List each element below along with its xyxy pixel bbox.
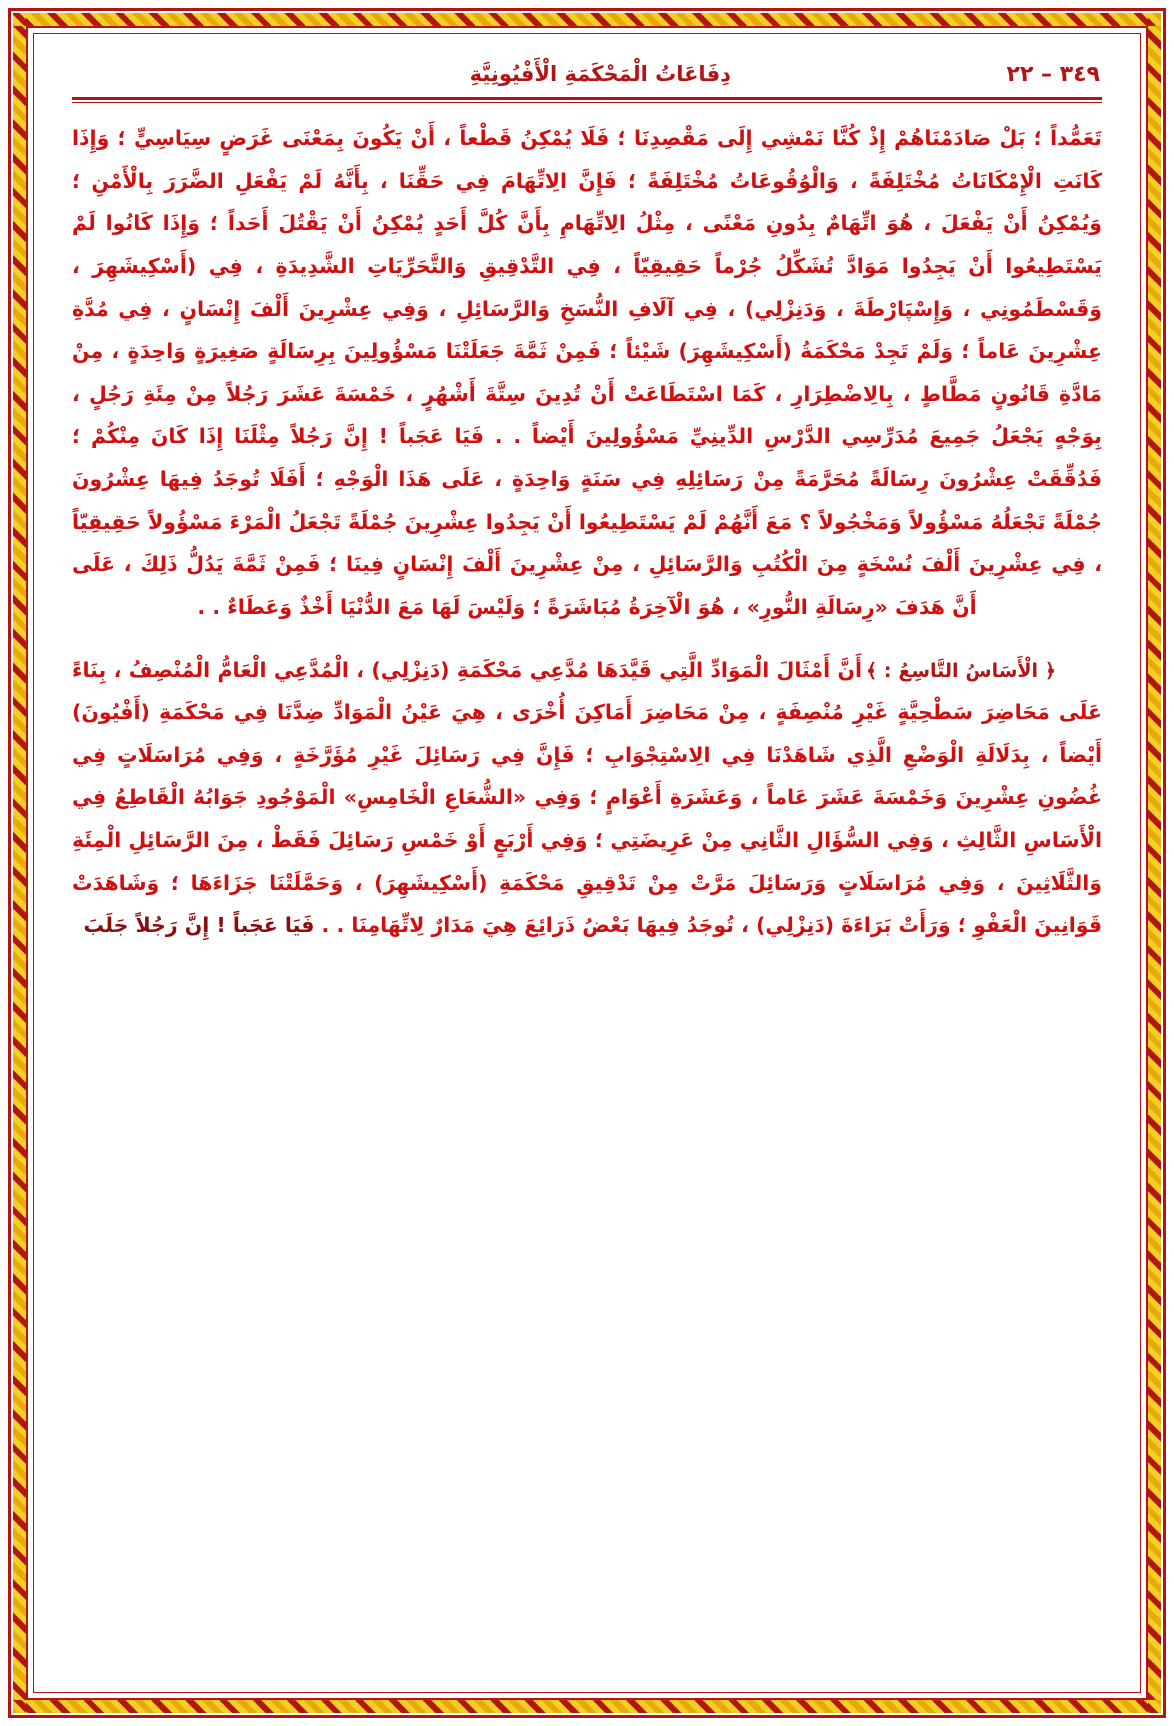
page-number: ٣٤٩ – ٢٢ [1006, 62, 1100, 87]
paragraph-ninth-principle-text: أَنَّ أَمْثَالَ الْمَوَادِّ الَّتِي قَيَّدَهَا مُدَّعِي مَحْكَمَةِ (دَنِزْلِي) ، الْمُدَّعِي الْعَامُّ الْمُنْصِفُ ، بِنَاءً عَلَى مَحَاضِرَ سَطْحِيَّةٍ غَيْرِ مُنْصِفَةٍ ، مِنْ مَحَاضِرَ أَمَاكِنَ أُخْرَى ، هِيَ عَيْنُ الْمَوَادِّ ضِدَّنَا فِي مَحْكَمَةِ (أَفْيُونَ) أَيْضاً ، بِدَلَالَةِ الْوَضْعِ الَّذِي شَاهَدْنَا فِي الِاسْتِجْوَابِ ؛ فَإِنَّ فِي رَسَائِلَ غَيْرِ مُؤَرَّخَةٍ ، وَفِي مُرَاسَلَاتٍ فِي غُضُونِ عِشْرِينَ وَخَمْسَةَ عَشَرَ عَاماً ، وَعَشَرَةِ أَعْوَامٍ ؛ وَفِي «الشُّعَاعِ الْخَامِسِ» الْمَوْجُودِ جَوَابُهُ الْقَاطِعُ فِي الْأَسَاسِ الثَّالِثِ ، وَفِي السُّؤَالِ الثَّانِي مِنْ عَرِيضَتِي ؛ وَفِي أَرْبَعٍ أَوْ خَمْسِ رَسَائِلَ فَقَطْ ، مِنَ الرَّسَائِلِ الْمِئَةِ وَالثَّلَاثِينَ ، وَفِي مُرَاسَلَاتٍ وَرَسَائِلَ مَرَّتْ مِنْ تَدْقِيقِ مَحْكَمَةِ (أَسْكِيشَهِرَ) ، وَحَمَّلَتْنَا جَزَاءَهَا ؛ وَشَاهَدَتْ قَوَانِينَ الْعَفْوِ ؛ وَرَأَتْ بَرَاءَةَ (دَنِزْلِي) ، تُوجَدُ فِيهَا بَعْضُ ذَرَائِعَ هِيَ مَدَارٌ لِاتِّهَامِنَا . . [72, 657, 1102, 938]
page-content [44, 44, 1130, 1682]
page-header [70, 62, 1104, 93]
header-divider-thin [72, 102, 1102, 103]
section-heading-ninth-principle: ﴿ الْأَسَاسُ التَّاسِعُ : ﴾ [865, 659, 1056, 682]
paragraph-continued: تَعَمُّداً ؛ بَلْ صَادَمْنَاهُمْ إِذْ كُنَّا نَمْشِي إِلَى مَقْصِدِنَا ؛ فَلَا يُمْكِنُ قَطْعاً ، أَنْ يَكُونَ بِمَعْنَى غَرَضٍ سِيَاسِيٍّ ؛ وَإِذَا كَانَتِ الْإِمْكَانَاتُ مُخْتَلِفَةً ، وَالْوُقُوعَاتُ مُخْتَلِفَةً ؛ فَإِنَّ الِاتِّهَامَ فِي حَقِّنَا ، بِأَنَّهُ لَمْ يَفْعَلِ الضَّرَرَ بِالْأَمْنِ ؛ وَيُمْكِنُ أَنْ يَفْعَلَ ، هُوَ اتِّهَامٌ بِدُونِ مَعْنًى ، مِثْلُ الِاتِّهَامِ بِأَنَّ كُلَّ أَحَدٍ يُمْكِنُ أَنْ يَقْتُلَ أَحَداً ؛ وَإِذَا كَانُوا لَمْ يَسْتَطِيعُوا أَنْ يَجِدُوا مَوَادَّ تُشَكِّلُ جُرْماً حَقِيقِيّاً ، فِي التَّدْقِيقِ وَالتَّحَرِّيَاتِ الشَّدِيدَةِ ، فِي (أَسْكِيشَهِرَ ، وَقَسْطَمُونِي ، وَإِسْپَارْطَةَ ، وَدَنِزْلِي) ، فِي آلَافِ النُّسَخِ وَالرَّسَائِلِ ، وَفِي عِشْرِينَ أَلْفَ إِنْسَانٍ ، فِي مُدَّةِ عِشْرِينَ عَاماً ؛ وَلَمْ تَجِدْ مَحْكَمَةُ (أَسْكِيشَهِرَ) شَيْئاً ؛ فَمِنْ ثَمَّةَ جَعَلَتْنَا مَسْؤُولِينَ بِرِسَالَةٍ صَغِيرَةٍ وَاحِدَةٍ ، مِنْ مَادَّةِ قَانُونٍ مَطَّاطٍ ، بِالِاضْطِرَارِ ، كَمَا اسْتَطَاعَتْ أَنْ تُدِينَ سِتَّةَ أَشْهُرٍ ، خَمْسَةَ عَشَرَ رَجُلاً مِنْ مِئَةِ رَجُلٍ ، بِوَجْهٍ يَجْعَلُ جَمِيعَ مُدَرِّسِي الدَّرْسِ الدِّينِيِّ مَسْؤُولِينَ أَيْضاً . . فَيَا عَجَباً ! إِنَّ رَجُلاً مِثْلَنَا إِذَا كَانَ مِنْكُمْ ؛ فَدُقِّقَتْ عِشْرُونَ رِسَالَةً مُحَرَّمَةً مِنْ رَسَائِلِهِ فِي سَنَةٍ وَاحِدَةٍ ، عَلَى هَذَا الْوَجْهِ ؛ أَفَلَا تُوجَدُ فِيهَا عِشْرُونَ جُمْلَةً تَجْعَلُهُ مَسْؤُولاً وَمَخْجُولاً ؟ مَعَ أَنَّهُمْ لَمْ يَسْتَطِيعُوا أَنْ يَجِدُوا عِشْرِينَ جُمْلَةً تَجْعَلُ الْمَرْءَ مَسْؤُولاً حَقِيقِيّاً ، فِي عِشْرِينَ أَلْفَ نُسْخَةٍ مِنَ الْكُتُبِ وَالرَّسَائِلِ ، مِنْ عِشْرِينَ أَلْفَ إِنْسَانٍ فِينَا ؛ فَمِنْ ثَمَّةَ يَدُلُّ ذَلِكَ ، عَلَى أَنَّ هَدَفَ «رِسَالَةِ النُّورِ» ، هُوَ الْآخِرَةُ مُبَاشَرَةً ؛ وَلَيْسَ لَهَا مَعَ الدُّنْيَا أَخْذٌ وَعَطَاءٌ . . [72, 126, 1102, 619]
body-text [70, 117, 1104, 947]
paragraph-ninth-principle [72, 649, 1102, 947]
paragraph-ninth-principle-tail: فَيَا عَجَباً ! إِنَّ رَجُلاً جَلَبَ [83, 913, 315, 938]
book-title: دِفَاعَاتُ الْمَحْكَمَةِ الْأَفْيُونِيَّةِ [469, 62, 731, 86]
header-divider-thick [72, 97, 1102, 100]
